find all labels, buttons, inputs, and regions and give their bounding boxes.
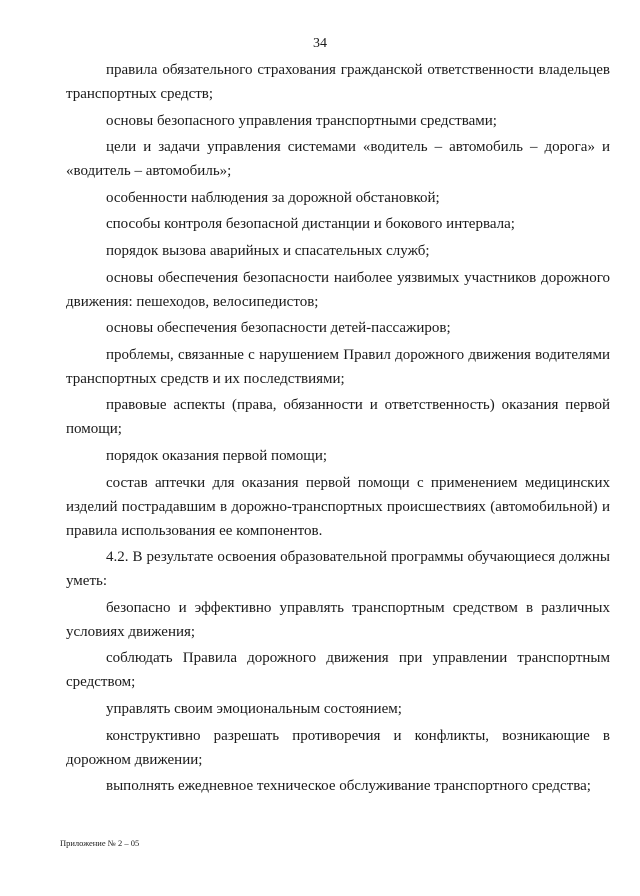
- paragraph: 4.2. В результате освоения образовательной программы обучающиеся должны уметь:: [66, 549, 610, 590]
- paragraph: состав аптечки для оказания первой помощи с применением медицинских изделий пострадавшим в дорожно-транспортных происшествиях (автомобильной) и правила использования ее компонентов.: [66, 474, 610, 539]
- body-text: [66, 58, 610, 801]
- paragraph: правила обязательного страхования гражданской ответственности владельцев транспортных средств;: [66, 62, 610, 102]
- paragraph: управлять своим эмоциональным состоянием;: [106, 700, 402, 717]
- paragraph: проблемы, связанные с нарушением Правил дорожного движения водителями транспортных средств и их последствиями;: [66, 346, 610, 387]
- paragraph: цели и задачи управления системами «водитель – автомобиль – дорога» и «водитель – автомобиль»;: [66, 139, 610, 180]
- paragraph: порядок оказания первой помощи;: [106, 447, 328, 464]
- paragraph: способы контроля безопасной дистанции и бокового интервала;: [106, 216, 515, 233]
- paragraph: правовые аспекты (права, обязанности и ответственность) оказания первой помощи;: [66, 397, 610, 438]
- paragraph: порядок вызова аварийных и спасательных служб;: [106, 242, 430, 259]
- paragraph: основы обеспечения безопасности детей-пассажиров;: [106, 320, 451, 337]
- paragraph: соблюдать Правила дорожного движения при управлении транспортным средством;: [66, 650, 610, 691]
- paragraph: безопасно и эффективно управлять транспортным средством в различных условиях движения;: [66, 599, 610, 640]
- paragraph: основы безопасного управления транспортными средствами;: [106, 112, 497, 129]
- paragraph: особенности наблюдения за дорожной обстановкой;: [106, 189, 440, 206]
- paragraph: конструктивно разрешать противоречия и конфликты, возникающие в дорожном движении;: [66, 727, 610, 768]
- page-number: 34: [313, 36, 327, 51]
- page-footer: Приложение № 2 – 05: [60, 838, 140, 848]
- paragraph: выполнять ежедневное техническое обслуживание транспортного средства;: [106, 778, 591, 795]
- paragraph: основы обеспечения безопасности наиболее уязвимых участников дорожного движения: пешеходов, велосипедистов;: [66, 269, 610, 310]
